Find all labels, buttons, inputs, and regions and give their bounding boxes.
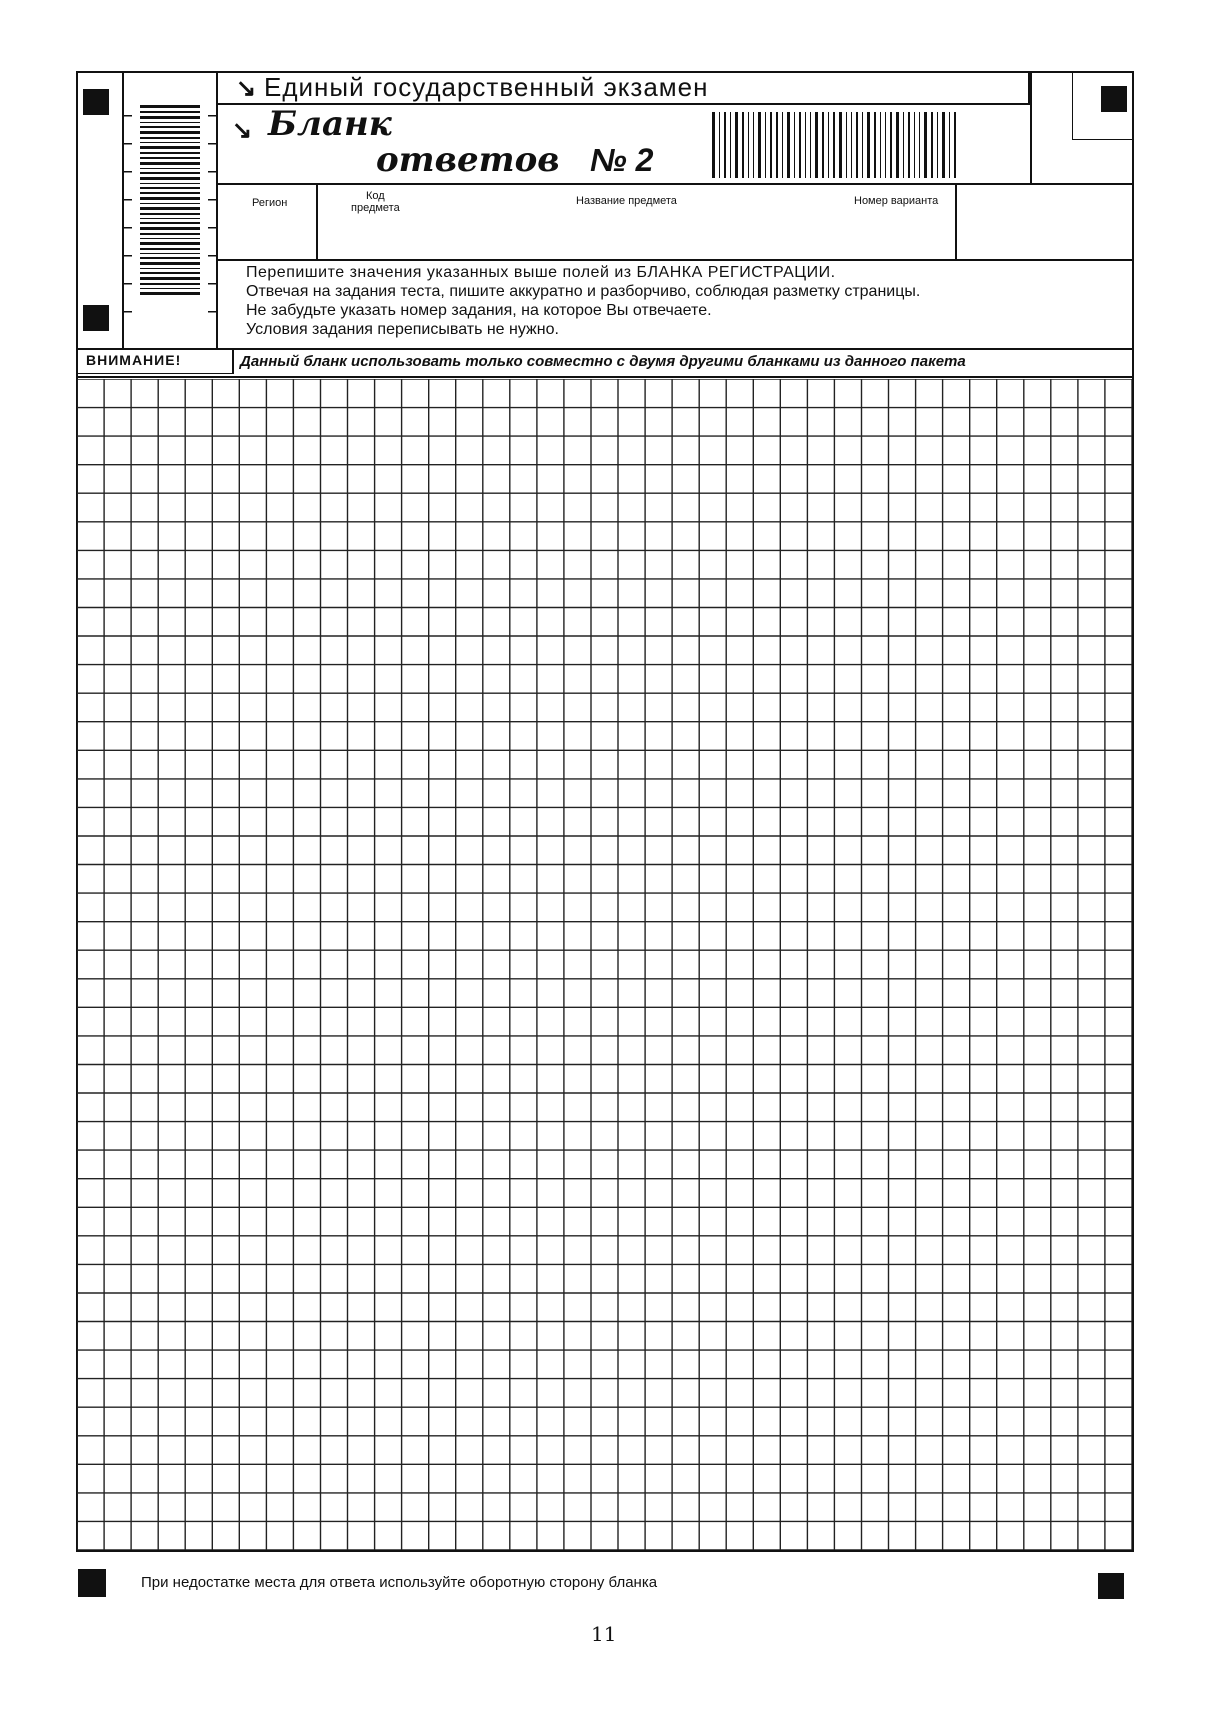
attention-text: Данный бланк использовать только совместно с двумя другими бланками из данного пакета [240,353,966,370]
barcode-bar [140,233,200,235]
barcode-bar [140,187,200,189]
barcode-bar [140,137,200,139]
barcode-bar [822,112,824,178]
barcode-tick [208,171,218,173]
barcode-tick [122,115,132,117]
barcode-bar [758,112,761,178]
barcode-bar [903,112,904,178]
barcode-tick [208,227,218,229]
subject-code-label [351,190,400,214]
barcode-bar [140,268,200,269]
barcode-bar [140,116,200,119]
barcode-bar [140,213,200,215]
barcode-bar [949,112,950,178]
barcode-bar [742,112,744,178]
variant-number-label: Номер варианта [854,195,939,207]
barcode-bar [748,112,749,178]
barcode-tick [208,283,218,285]
instructions [246,263,1106,339]
barcode-bar [856,112,858,178]
field-divider [316,183,318,261]
corner-mark-bottom-left [78,1569,106,1597]
barcode-bar [712,112,715,178]
barcode-tick [122,171,132,173]
barcode-tick [122,143,132,145]
barcode-bar [880,112,881,178]
barcode-tick [208,255,218,257]
arrow-icon: ↘ [236,75,257,102]
barcode-bar [810,112,811,178]
barcode-bar [799,112,801,178]
barcode-bar [140,183,200,184]
barcode-bar [140,218,200,219]
barcode-bar [140,192,200,194]
barcode-bar [931,112,933,178]
barcode-bar [140,162,200,165]
barcode-bar [140,168,200,169]
barcode-bar [765,112,766,178]
barcode-bar [782,112,783,178]
barcode-bar [914,112,915,178]
form-number: № 2 [590,142,654,178]
barcode-bar [140,253,200,254]
barcode-bar [846,112,847,178]
barcode-bar [770,112,772,178]
barcode-bar [942,112,945,178]
barcode-bar [794,112,795,178]
instruction-line: Отвечая на задания теста, пишите аккуратно и разборчиво, соблюдая разметку страницы. [246,283,921,300]
arrow-icon: ↘ [232,117,253,144]
barcode-tick [122,311,132,313]
corner-mark-mid-left [83,305,109,331]
barcode-bar [140,142,200,143]
barcode-bar [730,112,731,178]
barcode-bar [140,248,200,250]
footer-note: При недостатке места для ответа используйте оборотную сторону бланка [141,1574,658,1591]
right-top-inner-corner [1072,73,1134,140]
barcode-bar [140,152,200,154]
barcode-bar [851,112,852,178]
barcode-tick [208,115,218,117]
barcode-bar [890,112,892,178]
barcode-bar [140,283,200,285]
barcode-bar [815,112,818,178]
subject-name-label: Название предмета [576,195,677,207]
answer-grid[interactable] [77,379,1132,1550]
barcode-tick [122,283,132,285]
barcode-bar [140,172,200,174]
barcode-bar [140,111,200,113]
barcode-bar [908,112,910,178]
form-title-line1: Бланк [268,104,392,144]
attention-label: ВНИМАНИЕ! [86,352,182,368]
barcode-bar [140,197,200,200]
barcode-tick [208,311,218,313]
barcode-tick [122,199,132,201]
barcode-bar [735,112,738,178]
exam-title: Единый государственный экзамен [264,72,709,102]
barcode-bar [885,112,886,178]
barcode-tick [122,227,132,229]
barcode-bar [924,112,927,178]
barcode-tick [208,143,218,145]
barcode-bar [719,112,720,178]
barcode-bar [140,262,200,265]
barcode-bar [937,112,938,178]
barcode-bar [753,112,754,178]
barcode-bar [140,105,200,108]
page-number: 11 [591,1622,617,1646]
barcode-bar [833,112,835,178]
barcode-bar [140,207,200,210]
barcode-bar [140,257,200,259]
barcode-bar [140,222,200,224]
barcode-bar [867,112,870,178]
barcode-bar [140,131,200,134]
top-barcode [712,112,1010,178]
barcode-bar [140,227,200,230]
instruction-line: Не забудьте указать номер задания, на которое Вы отвечаете. [246,302,712,319]
barcode-bar [140,146,200,149]
barcode-bar [140,157,200,159]
subject-code-label-line1: Код [366,190,385,202]
barcode-bar [862,112,863,178]
barcode-bar [805,112,806,178]
barcode-bar [839,112,842,178]
barcode-bar [724,112,726,178]
corner-mark-bottom-right [1098,1573,1124,1599]
barcode-bar [787,112,790,178]
barcode-bar [140,238,200,239]
barcode-bar [919,112,920,178]
field-divider [955,183,957,261]
barcode-bar [828,112,829,178]
barcode-bar [140,272,200,274]
barcode-tick [122,255,132,257]
subject-code-label-line2: предмета [351,202,400,214]
instruction-line: Условия задания переписывать не нужно. [246,321,559,338]
corner-mark-top-left [83,89,109,115]
region-label: Регион [252,197,288,209]
barcode-bar [874,112,876,178]
barcode-bar [140,292,200,295]
barcode-bar [140,126,200,128]
barcode-bar [140,288,200,289]
barcode-bar [896,112,899,178]
barcode-bar [140,203,200,204]
form-title-line2: ответов [376,140,560,180]
barcode-bar [140,177,200,180]
vertical-barcode [122,105,218,335]
barcode-bar [954,112,956,178]
barcode-tick [208,199,218,201]
barcode-bar [140,122,200,123]
instruction-line: Перепишите значения указанных выше полей из БЛАНКА РЕГИСТРАЦИИ. [246,264,836,281]
barcode-bar [776,112,778,178]
barcode-bar [140,277,200,280]
barcode-bar [140,242,200,245]
